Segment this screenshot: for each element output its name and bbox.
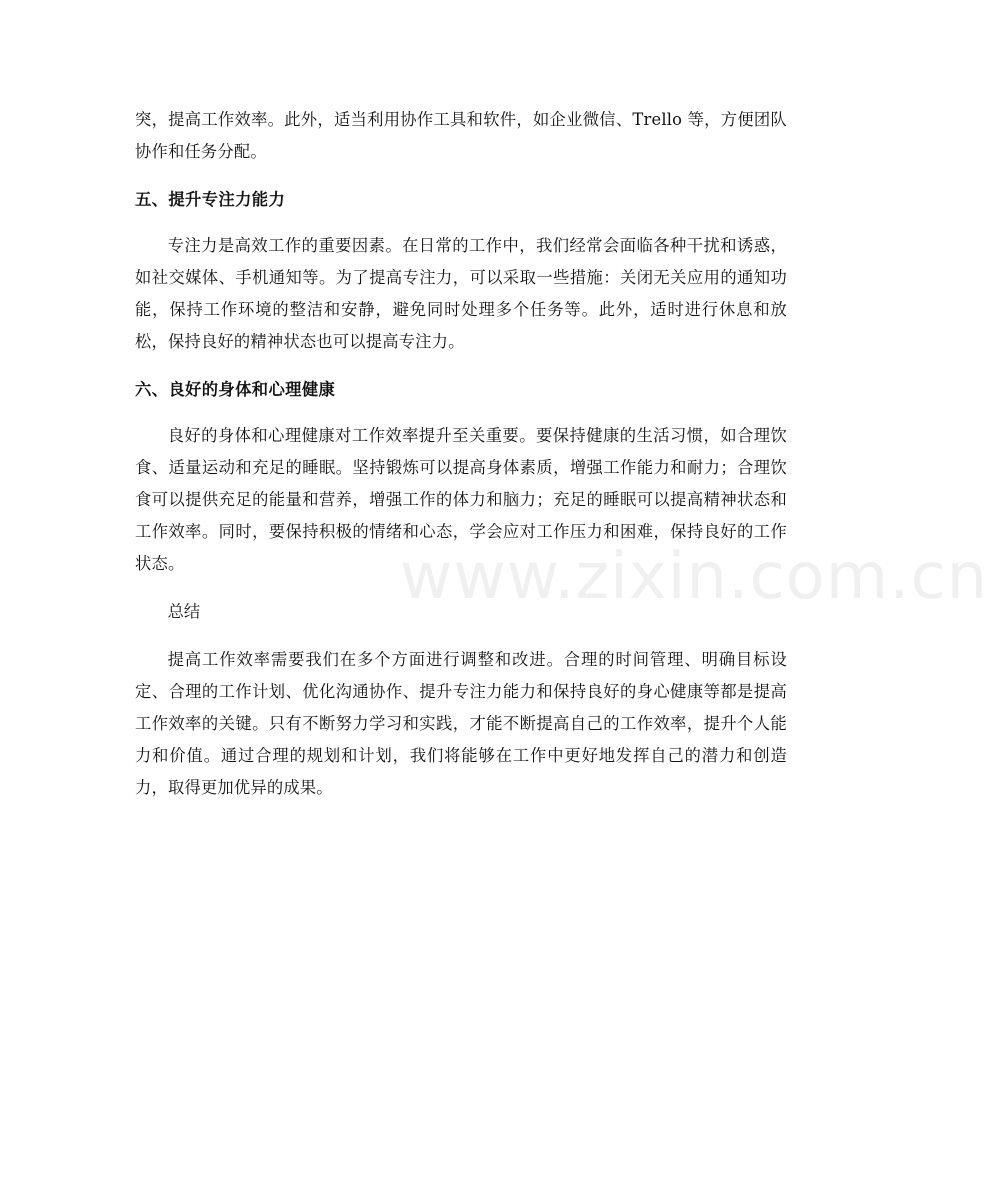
document-body <box>135 104 787 804</box>
section-6-heading: 六、良好的身体和心理健康 <box>135 380 336 399</box>
section-6-paragraph: 良好的身体和心理健康对工作效率提升至关重要。要保持健康的生活习惯，如合理饮食、适量运动和充足的睡眠。坚持锻炼可以提高身体素质，增强工作能力和耐力；合理饮食可以提供充足的能量和营养，增强工作的体力和脑力；充足的睡眠可以提高精神状态和工作效率。同时，要保持积极的情绪和心态，学会应对工作压力和困难，保持良好的工作状态。 <box>135 426 787 573</box>
watermark: www.zixin.com.cn <box>400 540 988 614</box>
summary-paragraph: 提高工作效率需要我们在多个方面进行调整和改进。合理的时间管理、明确目标设定、合理的工作计划、优化沟通协作、提升专注力能力和保持良好的身心健康等都是提高工作效率的关键。只有不断努力学习和实践，才能不断提高自己的工作效率，提升个人能力和价值。通过合理的规划和计划，我们将能够在工作中更好地发挥自己的潜力和创造力，取得更加优异的成果。 <box>135 650 787 797</box>
section-5-heading: 五、提升专注力能力 <box>135 190 286 209</box>
section-5-paragraph: 专注力是高效工作的重要因素。在日常的工作中，我们经常会面临各种干扰和诱惑，如社交媒体、手机通知等。为了提高专注力，可以采取一些措施：关闭无关应用的通知功能，保持工作环境的整洁和安静，避免同时处理多个任务等。此外，适时进行休息和放松，保持良好的精神状态也可以提高专注力。 <box>135 236 787 351</box>
intro-continuation-paragraph: 突，提高工作效率。此外，适当利用协作工具和软件，如企业微信、Trello 等，方便团队协作和任务分配。 <box>135 110 787 161</box>
summary-heading: 总结 <box>167 602 201 621</box>
